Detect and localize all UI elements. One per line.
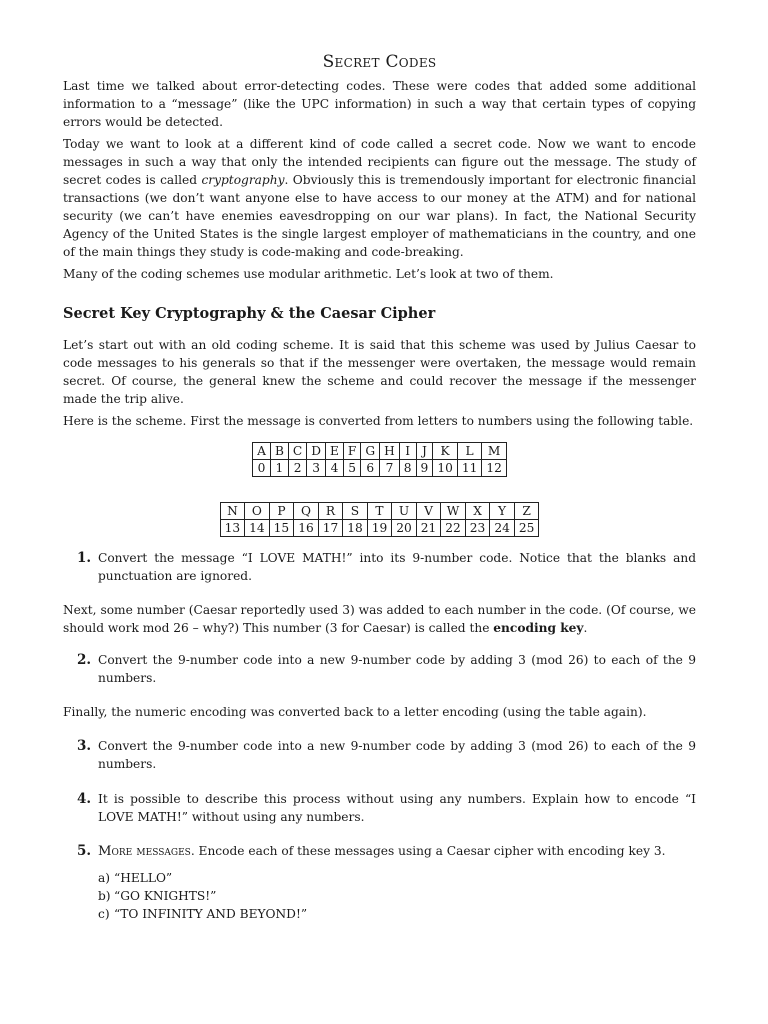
number-cell: 22 [441, 520, 466, 537]
intro-paragraph-3: Many of the coding schemes use modular arithmetic. Let’s look at two of them. [63, 267, 554, 281]
letter-cell: Q [294, 503, 319, 520]
letter-cell: B [270, 443, 288, 460]
letter-cell: F [343, 443, 360, 460]
letter-cell: H [380, 443, 400, 460]
sub-question [98, 869, 696, 887]
letter-cell: W [441, 503, 466, 520]
section-heading: Secret Key Cryptography & the Caesar Cipher [63, 305, 436, 322]
letter-cell: M [482, 443, 507, 460]
number-cell: 13 [220, 520, 245, 537]
letter-cell: U [392, 503, 417, 520]
number-cell: 0 [253, 460, 271, 477]
letter-cell: V [416, 503, 441, 520]
table-row-numbers [220, 520, 539, 537]
number-cell: 12 [482, 460, 507, 477]
letter-cell: T [367, 503, 392, 520]
number-cell: 10 [433, 460, 458, 477]
number-cell: 25 [514, 520, 539, 537]
letter-cell: R [318, 503, 343, 520]
problem-2 [63, 651, 696, 687]
number-cell: 3 [307, 460, 326, 477]
number-cell: 7 [380, 460, 400, 477]
intro-paragraph-1: Last time we talked about error-detecting codes. These were codes that added some additional information to a “message” (like the UPC information) in such a way that certain types of copying errors would be detected. [63, 79, 696, 129]
number-cell: 24 [490, 520, 515, 537]
number-cell: 14 [245, 520, 270, 537]
problem-1 [63, 549, 696, 585]
letter-cell: E [326, 443, 344, 460]
number-cell: 4 [326, 460, 344, 477]
problem-number: 5. [77, 843, 92, 859]
problem-4 [63, 790, 696, 826]
number-cell: 11 [457, 460, 482, 477]
number-cell: 1 [270, 460, 288, 477]
letter-cell: D [307, 443, 326, 460]
table-row-numbers [253, 460, 507, 477]
problem-text: Convert the 9-number code into a new 9-number code by adding 3 (mod 26) to each of the 9 numbers. [98, 653, 696, 685]
section-paragraph-1: Let’s start out with an old coding scheme. It is said that this scheme was used by Julius Caesar to code messages to his generals so that if the messenger were overtaken, the message would remain secret. Of course, the general knew the scheme and could recover the message if the messenger made the trip alive. [63, 338, 696, 406]
problem-number: 2. [77, 652, 92, 668]
letter-cell: K [433, 443, 458, 460]
letter-table-a-m [63, 442, 696, 477]
number-cell: 16 [294, 520, 319, 537]
sub-question-label: b) [98, 889, 111, 903]
letter-cell: C [288, 443, 306, 460]
letter-cell: J [416, 443, 433, 460]
cryptography-term: cryptography [201, 173, 285, 187]
table-row-letters [220, 503, 539, 520]
number-cell: 2 [288, 460, 306, 477]
problem-number: 4. [77, 791, 92, 807]
letter-table-n-z [63, 502, 696, 537]
conversion-table-2 [220, 502, 540, 537]
problem-text: Convert the 9-number code into a new 9-number code by adding 3 (mod 26) to each of the 9 numbers. [98, 739, 696, 771]
problem-number: 3. [77, 738, 92, 754]
problem-text: Convert the message “I LOVE MATH!” into its 9-number code. Notice that the blanks and punctuation are ignored. [98, 551, 696, 583]
sub-question-label: c) [98, 907, 110, 921]
number-cell: 23 [465, 520, 490, 537]
number-cell: 18 [343, 520, 368, 537]
letter-cell: A [253, 443, 271, 460]
section-paragraph-2: Here is the scheme. First the message is converted from letters to numbers using the following table. [63, 414, 694, 428]
number-cell: 21 [416, 520, 441, 537]
number-cell: 9 [416, 460, 433, 477]
number-cell: 20 [392, 520, 417, 537]
number-cell: 5 [343, 460, 360, 477]
number-cell: 15 [269, 520, 294, 537]
intro-paragraph-2-text-a: Today we want to look at a different kind of code called a secret code. Now we want to encode messages in such a way that only the intended recipients can figure out the message. The study of secret codes is called [63, 137, 696, 187]
sub-question-text: “GO KNIGHTS!” [114, 889, 217, 903]
number-cell: 19 [367, 520, 392, 537]
letter-cell: O [245, 503, 270, 520]
letter-cell: I [399, 443, 416, 460]
intro-paragraph-2-text-b: . Obviously this is tremendously important for electronic financial transactions (we don’t want anyone else to have access to our money at the ATM) and for national security (we can’t have enemies eavesdropping on our war plans). In fact, the National Security Agency of the United States is the single largest employer of mathematicians in the country, and one of the main things they study is code-making and code-breaking. [63, 173, 696, 259]
problem-3 [63, 737, 696, 773]
problem-5 [63, 842, 696, 923]
letter-cell: L [457, 443, 482, 460]
encoding-key-term: encoding key [493, 621, 584, 635]
problem-text: . Encode each of these messages using a Caesar cipher with encoding key 3. [190, 844, 666, 858]
letter-cell: G [361, 443, 380, 460]
letter-cell: Z [514, 503, 539, 520]
letter-cell: Y [490, 503, 515, 520]
problem-text: It is possible to describe this process without using any numbers. Explain how to encode “I LOVE MATH!” without using any numbers. [98, 792, 696, 824]
table-row-letters [253, 443, 507, 460]
letter-cell: N [220, 503, 245, 520]
explanation-paragraph-2: Finally, the numeric encoding was converted back to a letter encoding (using the table again). [63, 705, 647, 719]
number-cell: 17 [318, 520, 343, 537]
problem-number: 1. [77, 550, 92, 566]
explanation-paragraph-1 [63, 601, 696, 637]
explanation-text-a: Next, some number (Caesar reportedly used 3) was added to each number in the code. (Of course, we should work mod 26 – why?) This number (3 for Caesar) is called the [63, 603, 696, 635]
conversion-table-1 [252, 442, 507, 477]
number-cell: 6 [361, 460, 380, 477]
sub-question-list [98, 869, 696, 923]
page-title: Secret Codes [322, 52, 437, 72]
sub-question [98, 887, 696, 905]
sub-question-text: “HELLO” [114, 871, 173, 885]
explanation-text-c: . [583, 621, 588, 635]
letter-cell: S [343, 503, 368, 520]
intro-paragraph-2 [63, 135, 696, 261]
letter-cell: X [465, 503, 490, 520]
sub-question-label: a) [98, 871, 111, 885]
document-page [63, 52, 696, 923]
sub-question-text: “TO INFINITY AND BEYOND!” [114, 907, 308, 921]
letter-cell: P [269, 503, 294, 520]
problem-title: More messages [98, 844, 191, 859]
sub-question [98, 905, 696, 923]
number-cell: 8 [399, 460, 416, 477]
